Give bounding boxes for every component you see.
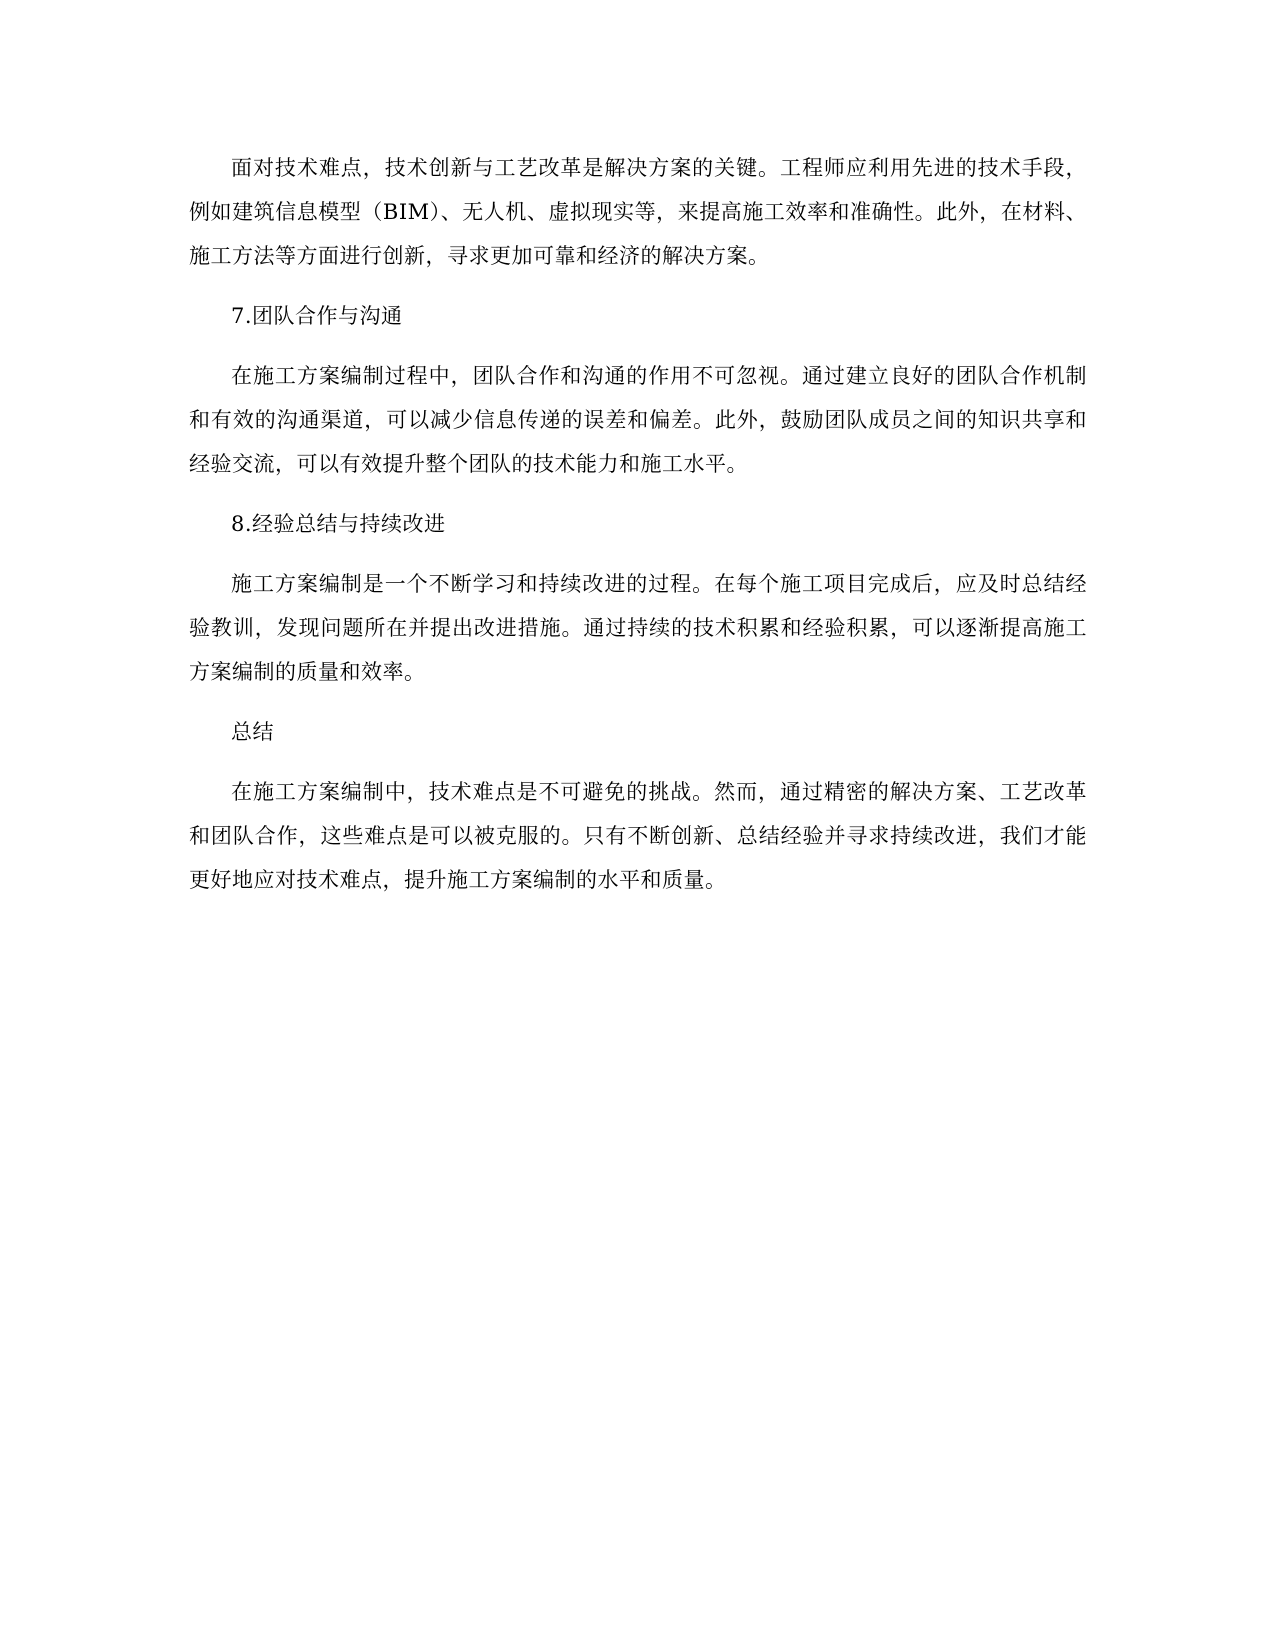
paragraph-summary: 在施工方案编制中，技术难点是不可避免的挑战。然而，通过精密的解决方案、工艺改革和团队合作，这些难点是可以被克服的。只有不断创新、总结经验并寻求持续改进，我们才能更好地应对技术难点，提升施工方案编制的水平和质量。 <box>189 780 1087 892</box>
paragraph-innovation: 面对技术难点，技术创新与工艺改革是解决方案的关键。工程师应利用先进的技术手段，例如建筑信息模型（BIM）、无人机、虚拟现实等，来提高施工效率和准确性。此外，在材料、施工方法等方面进行创新，寻求更加可靠和经济的解决方案。 <box>189 156 1087 268</box>
section-heading-teamwork: 7.团队合作与沟通 <box>231 304 403 328</box>
document-page <box>189 146 1087 918</box>
section-heading-experience: 8.经验总结与持续改进 <box>231 512 446 536</box>
section-heading-summary: 总结 <box>231 720 274 744</box>
paragraph-teamwork: 在施工方案编制过程中，团队合作和沟通的作用不可忽视。通过建立良好的团队合作机制和有效的沟通渠道，可以减少信息传递的误差和偏差。此外，鼓励团队成员之间的知识共享和经验交流，可以有效提升整个团队的技术能力和施工水平。 <box>189 364 1087 476</box>
paragraph-experience: 施工方案编制是一个不断学习和持续改进的过程。在每个施工项目完成后，应及时总结经验教训，发现问题所在并提出改进措施。通过持续的技术积累和经验积累，可以逐渐提高施工方案编制的质量和效率。 <box>189 572 1087 684</box>
